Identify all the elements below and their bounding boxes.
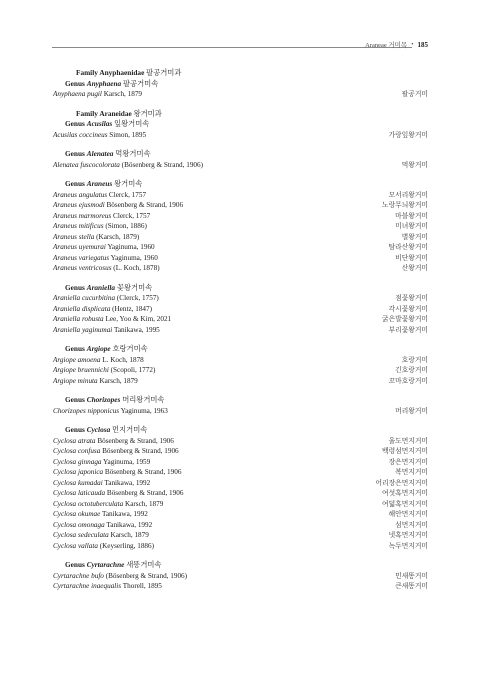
- species-name: Cyclosa japonica: [53, 468, 104, 476]
- species-author: (L. Koch, 1878): [113, 264, 160, 272]
- species-row: [53, 304, 428, 315]
- species-entry: [53, 446, 179, 457]
- species-name: Cyclosa atrata: [53, 436, 96, 445]
- species-row: [53, 478, 428, 489]
- species-name: Araneus stella: [53, 232, 95, 241]
- species-author: (Hentz, 1847): [112, 304, 153, 313]
- species-name: Cyclosa okumae: [53, 510, 101, 518]
- species-author: Thorell, 1895: [122, 582, 162, 590]
- genus-korean-name: 팔공거미속: [123, 78, 159, 88]
- species-row: [53, 541, 428, 552]
- genus-heading: [53, 395, 428, 406]
- species-row: [53, 253, 428, 264]
- section-gap: [53, 551, 428, 560]
- species-row: [53, 376, 428, 387]
- family-name: Araneidae: [99, 108, 132, 118]
- species-name: Argiope amoena: [53, 355, 101, 364]
- species-korean-name: 민새똥거미: [395, 572, 428, 580]
- species-korean-name: 모서리왕거미: [388, 191, 428, 199]
- running-title: Araneae 거미목: [365, 42, 408, 49]
- species-author: Bösenberg & Strand, 1906: [104, 468, 182, 476]
- species-name: Cyclosa sedeculata: [53, 531, 109, 539]
- species-row: [53, 314, 428, 325]
- species-name: Cyclosa confusa: [53, 447, 101, 455]
- species-entry: [53, 365, 155, 376]
- species-entry: [53, 457, 150, 468]
- genus-prefix: Genus: [65, 78, 87, 88]
- species-row: [53, 446, 428, 457]
- species-entry: [53, 314, 171, 325]
- genus-heading: [53, 283, 428, 294]
- species-row: [53, 509, 428, 520]
- species-korean-name: 팔공거미: [401, 91, 428, 98]
- species-name: Araniella displicata: [53, 304, 111, 313]
- species-name: Araneus mitificus: [53, 222, 104, 230]
- genus-name: Chorizopes: [86, 395, 121, 404]
- species-row: [53, 200, 428, 211]
- species-name: Argiope minuta: [53, 376, 98, 385]
- species-entry: [53, 232, 139, 243]
- genus-korean-name: 꽃왕거미속: [116, 282, 153, 292]
- species-entry: [53, 242, 155, 253]
- species-author: Yaginuma, 1960: [110, 253, 158, 262]
- species-name: Cyclosa vallata: [53, 541, 98, 550]
- genus-prefix: Genus: [65, 179, 87, 188]
- species-entry: [53, 304, 152, 315]
- species-author: Yaginuma, 1960: [107, 243, 155, 251]
- species-author: (Karsch, 1879): [96, 232, 140, 241]
- species-korean-name: 점꽃왕거미: [395, 295, 428, 302]
- genus-prefix: Genus: [65, 149, 87, 158]
- species-row: [53, 355, 428, 366]
- genus-heading: [53, 119, 428, 130]
- family-heading: [53, 109, 428, 120]
- species-korean-name: 꼬마호랑거미: [388, 377, 428, 385]
- genus-name: Araneus: [86, 179, 113, 188]
- section-gap: [53, 335, 428, 344]
- species-row: [53, 571, 428, 582]
- species-row: [53, 436, 428, 447]
- genus-name: Alenatea: [86, 149, 114, 158]
- species-korean-name: 울도먼지거미: [388, 437, 428, 445]
- species-entry: [53, 160, 203, 171]
- species-name: Araniella robusta: [53, 315, 104, 323]
- species-row: [53, 89, 428, 100]
- species-entry: [53, 488, 183, 499]
- species-author: Karsch, 1879: [103, 90, 143, 98]
- species-korean-name: 비단왕거미: [395, 254, 428, 262]
- genus-heading: [53, 79, 428, 90]
- species-name: Alenatea fuscocolorata: [53, 160, 120, 169]
- species-row: [53, 488, 428, 499]
- section-gap: [53, 274, 428, 283]
- running-header: [365, 40, 428, 49]
- species-korean-name: 섬먼지거미: [395, 521, 428, 529]
- species-author: Bösenberg & Strand, 1906: [102, 447, 179, 455]
- species-korean-name: 넷혹먼지거미: [388, 532, 428, 539]
- species-entry: [53, 581, 162, 592]
- species-name: Cyrtarachne inaequalis: [53, 582, 122, 590]
- species-korean-name: 복먼지거미: [395, 469, 428, 476]
- species-korean-name: 산왕거미: [401, 265, 428, 272]
- species-korean-name: 장은먼지거미: [388, 458, 428, 466]
- species-author: Karsch, 1879: [110, 531, 149, 539]
- species-entry: [53, 530, 149, 541]
- species-entry: [53, 520, 152, 531]
- species-entry: [53, 406, 168, 417]
- species-row: [53, 221, 428, 232]
- species-author: (Simon, 1886): [105, 222, 147, 230]
- species-author: Tanikawa, 1992: [101, 510, 148, 518]
- species-author: Clerck, 1757: [113, 211, 151, 220]
- species-korean-name: 긴호랑거미: [395, 367, 428, 374]
- genus-prefix: Genus: [65, 560, 87, 569]
- species-row: [53, 130, 428, 141]
- species-korean-name: 어리장은먼지거미: [375, 479, 428, 487]
- species-korean-name: 가랑잎왕거미: [388, 131, 428, 139]
- species-korean-name: 미녀왕거미: [395, 223, 428, 230]
- species-row: [53, 365, 428, 376]
- species-korean-name: 여덟혹먼지거미: [382, 500, 428, 508]
- species-korean-name: 먹왕거미: [401, 161, 428, 169]
- species-entry: [53, 571, 187, 582]
- species-name: Chorizopes nipponicus: [53, 406, 120, 415]
- species-row: [53, 263, 428, 274]
- species-author: Tanikawa, 1992: [106, 520, 153, 529]
- species-entry: [53, 211, 150, 222]
- species-korean-name: 머리왕거미: [395, 407, 428, 415]
- species-name: Araniella yaginumai: [53, 325, 113, 334]
- species-korean-name: 해안먼지거미: [388, 511, 428, 518]
- family-name: Anyphaenidae: [99, 68, 145, 77]
- species-author: Bösenberg & Strand, 1906: [106, 489, 184, 497]
- species-author: (Clerck, 1757): [116, 294, 159, 302]
- species-author: Clerck, 1757: [108, 190, 147, 199]
- species-name: Araneus angulatus: [53, 190, 108, 199]
- species-name: Araniella cucurbitina: [53, 294, 116, 302]
- genus-korean-name: 먹왕거미속: [115, 149, 151, 158]
- species-name: Araneus variegatus: [53, 253, 110, 262]
- species-author: Simon, 1895: [109, 130, 147, 139]
- genus-prefix: Genus: [65, 119, 87, 128]
- genus-korean-name: 호랑거미속: [112, 344, 148, 353]
- species-entry: [53, 221, 147, 232]
- species-author: Lee, Yoo & Kim, 2021: [105, 315, 172, 323]
- species-korean-name: 녹두먼지거미: [388, 542, 428, 550]
- species-korean-name: 별왕거미: [401, 233, 428, 241]
- species-author: (Bösenberg & Strand, 1906): [121, 160, 203, 169]
- species-row: [53, 520, 428, 531]
- genus-prefix: Genus: [65, 344, 87, 353]
- species-row: [53, 467, 428, 478]
- species-name: Acusilas coccineus: [53, 130, 108, 139]
- genus-korean-name: 먼지거미속: [112, 425, 148, 434]
- species-row: [53, 293, 428, 304]
- species-author: Bösenberg & Strand, 1906: [106, 201, 184, 209]
- genus-name: Acusilas: [86, 119, 113, 128]
- species-name: Araneus marmoreus: [53, 211, 112, 220]
- species-author: Tanikawa, 1995: [113, 325, 160, 334]
- species-row: [53, 499, 428, 510]
- species-author: Bösenberg & Strand, 1906: [97, 436, 174, 445]
- species-row: [53, 190, 428, 201]
- species-row: [53, 457, 428, 468]
- species-name: Araneus uyemurai: [53, 243, 106, 251]
- family-heading: [53, 68, 428, 79]
- species-author: Yaginuma, 1963: [120, 406, 168, 415]
- species-entry: [53, 190, 146, 201]
- species-row: [53, 211, 428, 222]
- species-korean-name: 각시꽃왕거미: [388, 305, 428, 313]
- species-row: [53, 530, 428, 541]
- species-entry: [53, 130, 146, 141]
- species-entry: [53, 376, 138, 387]
- species-korean-name: 호랑거미: [401, 356, 428, 364]
- species-author: Tanikawa, 1992: [104, 478, 151, 487]
- section-gap: [53, 140, 428, 149]
- species-entry: [53, 293, 159, 304]
- species-row: [53, 160, 428, 171]
- species-author: Karsch, 1879: [125, 499, 164, 508]
- genus-heading: [53, 344, 428, 355]
- section-gap: [53, 386, 428, 395]
- species-entry: [53, 253, 158, 264]
- species-author: (Scopoli, 1772): [110, 366, 156, 374]
- species-korean-name: 부리꽃왕거미: [388, 326, 428, 334]
- genus-name: Cyrtarachne: [86, 560, 125, 569]
- species-entry: [53, 541, 154, 552]
- species-name: Cyclosa omonaga: [53, 520, 105, 529]
- genus-korean-name: 새똥거미속: [126, 560, 162, 569]
- species-korean-name: 여섯혹먼지거미: [382, 490, 428, 497]
- family-prefix: Family: [76, 68, 100, 77]
- species-row: [53, 325, 428, 336]
- species-korean-name: 굵은발꽃왕거미: [382, 316, 428, 323]
- species-author: (Bösenberg & Strand, 1906): [105, 571, 188, 580]
- species-name: Argiope bruennichi: [53, 366, 109, 374]
- genus-name: Argiope: [86, 344, 111, 353]
- species-entry: [53, 499, 163, 510]
- species-korean-name: 탐라산왕거미: [388, 244, 428, 251]
- genus-heading: [53, 425, 428, 436]
- genus-prefix: Genus: [65, 282, 87, 292]
- species-author: Yaginuma, 1959: [103, 457, 151, 466]
- header-bullet: •: [411, 41, 414, 48]
- species-korean-name: 백령섬먼지거미: [382, 448, 428, 455]
- species-name: Araneus ventricosus: [53, 264, 112, 272]
- species-entry: [53, 200, 183, 211]
- page-number: 185: [417, 40, 428, 49]
- section-gap: [53, 100, 428, 109]
- genus-korean-name: 잎왕거미속: [114, 119, 150, 128]
- genus-korean-name: 왕거미속: [114, 179, 143, 188]
- species-name: Cyclosa kumadai: [53, 478, 103, 487]
- species-korean-name: 마블왕거미: [395, 212, 428, 220]
- species-row: [53, 242, 428, 253]
- species-author: L. Koch, 1878: [102, 355, 144, 364]
- species-name: Cyclosa ginnaga: [53, 457, 102, 466]
- species-entry: [53, 263, 160, 274]
- species-name: Cyrtarachne bufo: [53, 571, 104, 580]
- species-name: Cyclosa octotuberculata: [53, 499, 124, 508]
- species-korean-name: 큰새똥거미: [395, 583, 428, 590]
- genus-korean-name: 머리왕거미속: [122, 395, 165, 404]
- species-entry: [53, 325, 160, 336]
- species-korean-name: 노랑무늬왕거미: [382, 202, 428, 209]
- species-entry: [53, 355, 144, 366]
- species-entry: [53, 467, 181, 478]
- species-row: [53, 232, 428, 243]
- species-row: [53, 581, 428, 592]
- genus-heading: [53, 560, 428, 571]
- species-entry: [53, 89, 142, 100]
- species-entry: [53, 509, 148, 520]
- species-row: [53, 406, 428, 417]
- genus-name: Anyphaena: [86, 78, 122, 88]
- family-korean-name: 왕거미과: [133, 108, 162, 118]
- species-name: Cyclosa laticauda: [53, 489, 106, 497]
- genus-heading: [53, 179, 428, 190]
- genus-name: Cyclosa: [86, 425, 111, 434]
- section-gap: [53, 416, 428, 425]
- species-name: Anyphaena pugil: [53, 90, 102, 98]
- family-korean-name: 팔공거미과: [146, 68, 182, 77]
- genus-prefix: Genus: [65, 395, 87, 404]
- species-author: Karsch, 1879: [99, 376, 138, 385]
- family-prefix: Family: [76, 108, 100, 118]
- genus-name: Araniella: [86, 282, 116, 292]
- genus-heading: [53, 149, 428, 160]
- genus-prefix: Genus: [65, 425, 87, 434]
- header-rule: [52, 47, 412, 48]
- species-author: (Keyserling, 1886): [99, 541, 155, 550]
- species-entry: [53, 436, 174, 447]
- species-entry: [53, 478, 150, 489]
- section-gap: [53, 170, 428, 179]
- species-checklist: [53, 68, 428, 592]
- species-name: Araneus ejusmodi: [53, 201, 105, 209]
